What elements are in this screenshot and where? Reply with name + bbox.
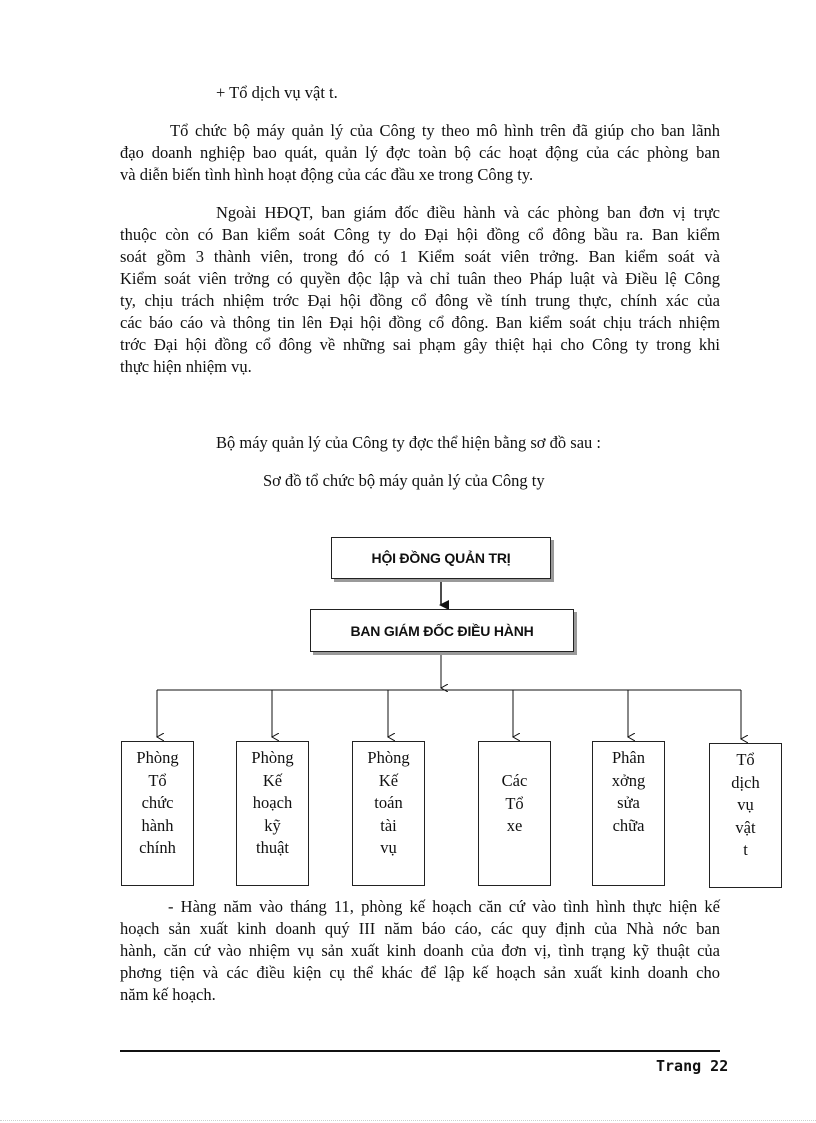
text-line: hoạch sản xuất kinh doanh quý III năm báo cáo, các quy định của Nhà nớc ban xyxy=(120,919,720,938)
dept-line: Tổ xyxy=(736,750,755,769)
text-line: soát gồm 3 thành viên, trong đó có 1 Kiểm soát viên trởng. Ban kiểm soát và xyxy=(120,247,720,266)
text-line: ty, chịu trách nhiệm trớc Đại hội đồng cổ đông về tính trung thực, chính xác của xyxy=(120,291,720,310)
dept-line: Kế xyxy=(378,770,399,790)
dept-line: vụ xyxy=(737,795,754,814)
dept-line: t xyxy=(743,840,748,859)
org-box-admin-dept xyxy=(121,741,194,886)
dept-line: sửa xyxy=(617,793,640,812)
org-box-repair-workshop xyxy=(592,741,665,886)
text-line: - Hàng năm vào tháng 11, phòng kế hoạch căn cứ vào tình hình thực hiện kế xyxy=(168,897,720,916)
org-box-planning-dept xyxy=(236,741,309,886)
page-number: Trang 22 xyxy=(656,1057,729,1075)
text-line: trớc Đại hội đồng cổ đông về những sai phạm gây thiệt hại cho Công ty trong khi xyxy=(120,335,720,354)
dept-line: toán xyxy=(374,793,403,812)
dept-line: Tổ xyxy=(505,793,524,813)
text-line: thực hiện nhiệm vụ. xyxy=(120,357,252,376)
dept-line: Kế xyxy=(262,770,283,790)
dept-line: Phòng xyxy=(251,748,294,767)
dept-line: Các xyxy=(501,771,528,790)
diagram-title: Sơ đồ tổ chức bộ máy quản lý của Công ty xyxy=(263,471,545,490)
dept-line: tài xyxy=(380,815,397,835)
dept-line: thuật xyxy=(256,838,289,857)
text-line: phơng tiện và các điều kiện cụ thể khác để lập kế hoạch sản xuất kinh doanh cho xyxy=(120,963,720,982)
org-box-supply-service xyxy=(709,743,782,888)
intro-line: Bộ máy quản lý của Công ty đợc thể hiện bằng sơ đồ sau : xyxy=(216,433,601,452)
dept-line: xe xyxy=(506,816,523,835)
list-item-heading: + Tổ dịch vụ vật t. xyxy=(216,83,338,102)
dept-line: chức xyxy=(141,793,174,812)
text-line: năm kế hoạch. xyxy=(120,985,216,1004)
org-box-executive: BAN GIÁM ĐỐC ĐIỀU HÀNH xyxy=(310,609,574,652)
page-edge xyxy=(0,1120,816,1121)
org-box-board: HỘI ĐỒNG QUẢN TRỊ xyxy=(331,537,551,579)
text-line: hành, căn cứ vào nhiệm vụ sản xuất kinh doanh của đơn vị, tình trạng kỹ thuật của xyxy=(120,941,720,960)
dept-line: kỹ xyxy=(264,815,281,835)
dept-line: hoạch xyxy=(252,793,293,812)
text-line: các báo cáo và thông tin lên Đại hội đồng cổ đông. Ban kiểm soát chịu trách nhiệm xyxy=(120,313,720,332)
dept-line: Phòng xyxy=(367,748,410,767)
text-line: Ngoài HĐQT, ban giám đốc điều hành và các phòng ban đơn vị trực xyxy=(216,203,720,222)
text-line: thuộc còn có Ban kiểm soát Công ty do Đại hội đồng cổ đông bầu ra. Ban kiểm xyxy=(120,225,720,244)
dept-line: vụ xyxy=(380,838,397,857)
text-line: Kiểm soát viên trởng có quyền độc lập và chỉ tuân theo Pháp luật và Điều lệ Công xyxy=(120,269,720,288)
dept-line: hành xyxy=(141,815,174,835)
text-line: và diễn biến tình hình hoạt động của các đầu xe trong Công ty. xyxy=(120,165,534,184)
text-line: đạo doanh nghiệp bao quát, quản lý đợc toàn bộ các hoạt động của các phòng ban xyxy=(120,143,720,162)
org-box-vehicle-teams xyxy=(478,741,551,886)
org-box-accounting-dept xyxy=(352,741,425,886)
dept-line: Phân xyxy=(612,748,645,767)
dept-line: Tổ xyxy=(148,770,167,790)
dept-line: vật xyxy=(735,817,756,837)
dept-line: dịch xyxy=(731,772,760,792)
dept-line: chính xyxy=(139,838,176,857)
dept-line: chữa xyxy=(612,815,645,835)
dept-line: xởng xyxy=(611,770,646,790)
text-line: Tổ chức bộ máy quản lý của Công ty theo mô hình trên đã giúp cho ban lãnh xyxy=(170,121,720,140)
footer-rule xyxy=(120,1050,720,1052)
dept-line: Phòng xyxy=(136,748,179,767)
